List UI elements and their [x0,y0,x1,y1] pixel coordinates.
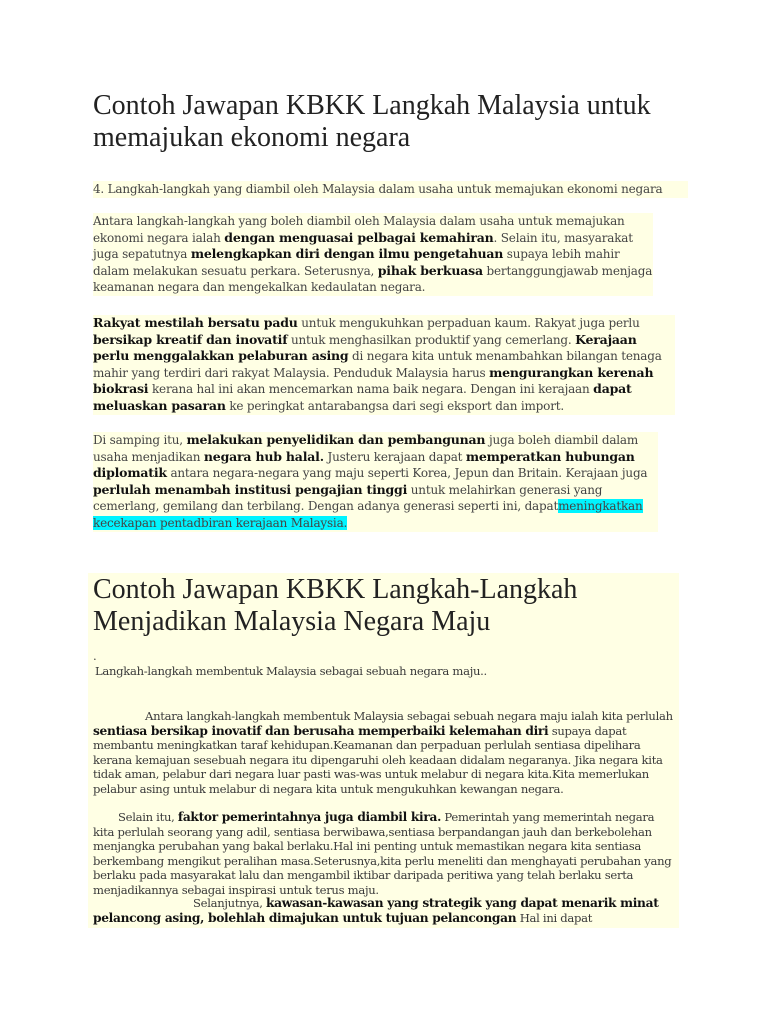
emphasis-text: kawasan-kawasan yang strategik yang dapat menarik minat pelancong asing, bolehlah dimajukan untuk tujuan pelancongan [93,896,659,925]
emphasis-text: dengan menguasai pelbagai kemahiran [224,229,494,245]
emphasis-text: Kerajaan perlu menggalakkan pelaburan asing [93,331,637,364]
body-text: Selain itu, [118,810,178,824]
body-text: bertanggungjawab menjaga keamanan negara dan mengekalkan kedaulatan negara. [93,263,653,295]
body-text: untuk mengukuhkan perpaduan kaum. Rakyat juga perlu [297,316,640,330]
body-text: kerana hal ini akan mencemarkan nama baik negara. Dengan ini kerajaan [148,382,594,397]
emphasis-text: mengurangkan kerenah biokrasi [93,364,654,397]
question-line: 4. Langkah-langkah yang diambil oleh Malaysia dalam usaha untuk memajukan ekonomi negara [93,181,688,198]
emphasis-text: dapat meluaskan pasaran [93,381,632,413]
body-text: untuk menghasilkan produktif yang cemerlang. [287,332,576,347]
body-text: Antara langkah-langkah yang boleh diambil oleh Malaysia dalam usaha untuk memajukan ekonomi negara ialah [93,214,625,245]
body-text: Selanjutnya, [193,896,267,910]
emphasis-text: melengkapkan diri dengan ilmu pengetahuan [190,246,504,262]
body-text: Pemerintah yang memerintah negara kita perlulah seorang yang adil, sentiasa berwibawa,sentiasa berpandangan jauh dan berkebolehan menjangka perubahan yang bakal berlaku.Hal ini penting untuk memastikan negara kita sentiasa berkembang mengikut peralihan masa.Seterusnya,kita perlu meneliti dan menghayati perubahan yang berlaku pada masyarakat lalu dan mengambil iktibar daripada peritiwa yang telah berlaku serta menjadikannya sebagai inspirasi untuk terus maju. [93,810,672,897]
highlighted-text: meningkatkan kecekapan pentadbiran kerajaan Malaysia. [93,499,643,530]
emphasis-text: negara hub halal. [203,448,324,464]
answer-paragraph-3 [93,432,658,532]
body-text: . Selain itu, masyarakat juga sepatutnya [93,230,633,262]
answer-paragraph-4 [93,709,675,797]
emphasis-text: memperatkan hubungan diplomatik [93,448,635,481]
body-text: di negara kita untuk menambahkan bilangan tenaga mahir yang terdiri dari rakyat Malaysia. Penduduk Malaysia harus [93,349,662,380]
body-text: supaya lebih mahir dalam melakukan sesuatu perkara. Seterusnya, [93,247,620,278]
emphasis-text: Rakyat mestilah bersatu padu [93,315,298,330]
section-title-economy: Contoh Jawapan KBKK Langkah Malaysia untuk memajukan ekonomi negara [93,90,651,153]
body-text: antara negara-negara yang maju seperti Korea, Jepun dan Britain. Kerajaan juga [166,466,648,481]
body-text: Hal ini dapat [516,910,593,925]
body-text: Justeru kerajaan dapat [323,449,466,464]
emphasis-text: pihak berkuasa [377,262,483,278]
body-text: ke peringkat antarabangsa dari segi eksport dan import. [225,398,564,413]
body-text: untuk melahirkan generasi yang cemerlang, gemilang dan terbilang. Dengan adanya generasi seperti ini, dapat [93,482,603,514]
answer-paragraph-6 [93,896,675,925]
emphasis-text: sentiasa bersikap inovatif dan berusaha memperbaiki kelemahan diri [93,723,549,738]
answer-paragraph-1 [93,213,653,296]
emphasis-text: faktor pemerintahnya juga diambil kira. [177,810,442,824]
body-text: Antara langkah-langkah membentuk Malaysia sebagai sebuah negara maju ialah kita perlulah [145,709,673,723]
bullet-dot: . [93,649,97,663]
question-line-2: Langkah-langkah membentuk Malaysia sebagai sebuah negara maju.. [95,664,487,678]
emphasis-text: melakukan penyelidikan dan pembangunan [186,432,486,447]
answer-paragraph-2 [93,315,675,415]
emphasis-text: bersikap kreatif dan inovatif [93,331,288,347]
body-text: supaya dapat membantu meningkatkan taraf kehidupan.Keamanan dan perpaduan perlulah sentiasa dipelihara kerana kemajuan sesebuah negara itu dipengaruhi oleh keadaan didalam negaranya. Jika negara kita tidak aman, pelabur dari negara luar pasti was-was untuk melabur di negara kita.Kita memerlukan pelabur asing untuk melabur di negara kita untuk mengukuhkan kewangan negara. [93,723,663,796]
body-text: Di samping itu, [93,433,187,447]
section-title-developed-nation: Contoh Jawapan KBKK Langkah-Langkah Menjadikan Malaysia Negara Maju [93,574,578,637]
body-text: juga boleh diambil dalam usaha menjadikan [93,433,639,464]
answer-paragraph-5 [93,810,675,898]
emphasis-text: perlulah menambah institusi pengajian tinggi [93,481,408,497]
